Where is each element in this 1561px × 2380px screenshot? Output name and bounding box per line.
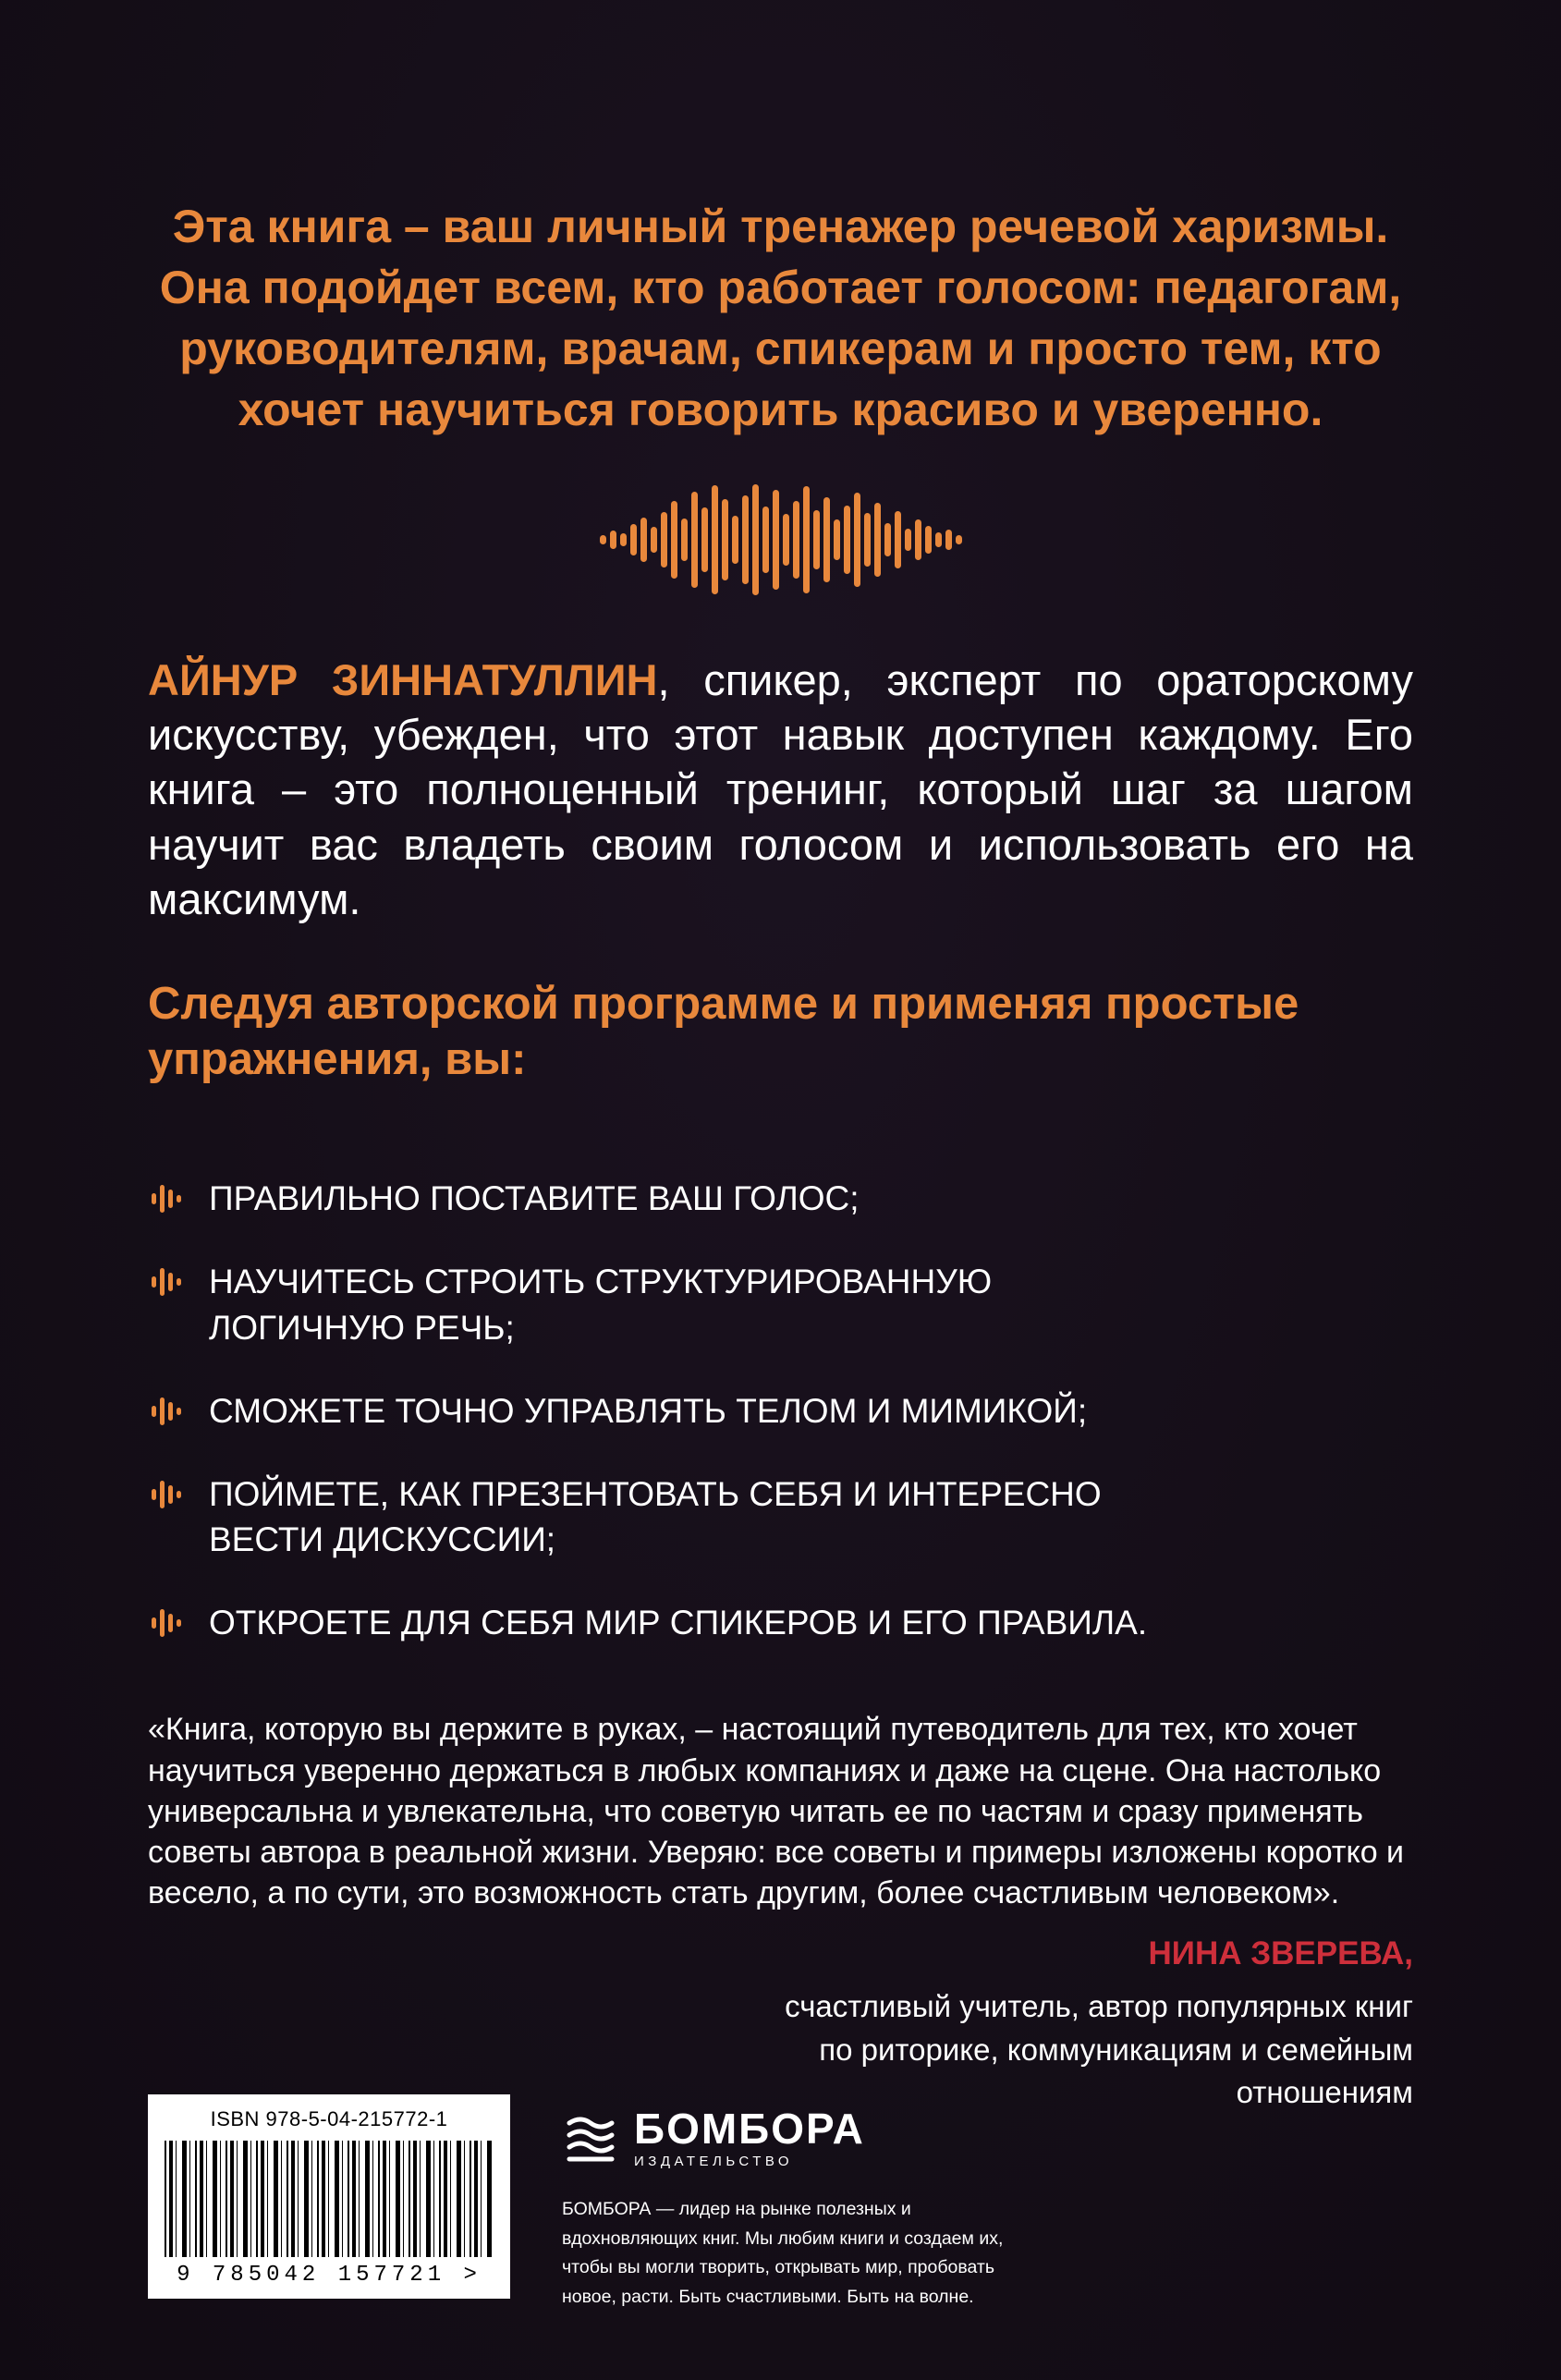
list-item-text: СМОЖЕТЕ ТОЧНО УПРАВЛЯТЬ ТЕЛОМ И МИМИКОЙ;	[209, 1391, 1088, 1430]
bombora-logo-icon	[562, 2110, 619, 2167]
publisher-name: БОМБОРА	[634, 2105, 865, 2153]
publisher-logo-row	[562, 2107, 1413, 2169]
review-author-name: НИНА ЗВЕРЕВА,	[1148, 1935, 1413, 1972]
waveform-bullet-icon	[152, 1259, 181, 1305]
waveform-bullet-icon	[152, 1600, 181, 1646]
barcode	[165, 2141, 494, 2257]
list-item-text: ПРАВИЛЬНО ПОСТАВИТЕ ВАШ ГОЛОС;	[209, 1178, 860, 1217]
review-quote: «Книга, которую вы держите в руках, – настоящий путеводитель для тех, кто хочет научиться уверенно держаться в любых компаниях и даже на сцене. Она настолько универсальна и увлекательна, что советую читать ее по частям и сразу применять советы автора в реальной жизни. Уверяю: все советы и примеры изложены коротко и весело, а по сути, это возможность стать другим, более счастливым человеком».	[148, 1712, 1405, 1911]
publisher-blurb: БОМБОРА — лидер на рынке полезных и вдохновляющих книг. Мы любим книги и создаем их, чтобы вы могли творить, открывать мир, пробовать новое, расти. Быть счастливыми. Быть на волне.	[562, 2199, 1004, 2307]
publisher-block	[562, 2094, 1413, 2312]
audio-waveform-icon	[600, 482, 962, 597]
waveform-bullet-icon	[152, 1388, 181, 1434]
intro-text: Эта книга – ваш личный тренажер речевой харизмы. Она подойдет всем, кто работает голосом: педагогам, руководителям, врачам, спикерам и просто тем, кто хочет научиться говорить красиво и уверенно.	[159, 201, 1402, 435]
footer	[148, 2094, 1413, 2312]
list-item-text: ПОЙМЕТЕ, КАК ПРЕЗЕНТОВАТЬ СЕБЯ И ИНТЕРЕСНО ВЕСТИ ДИСКУССИИ;	[209, 1474, 1102, 1559]
author-name: АЙНУР ЗИННАТУЛЛИН	[148, 655, 658, 704]
list-item-text: ОТКРОЕТЕ ДЛЯ СЕБЯ МИР СПИКЕРОВ И ЕГО ПРАВИЛА.	[209, 1604, 1148, 1642]
list-item	[148, 1388, 1413, 1434]
isbn-barcode-block	[148, 2094, 510, 2299]
about-author-paragraph	[148, 653, 1413, 926]
about-text: , спикер, эксперт по ораторскому искусству, убежден, что этот навык доступен каждому. Его книга – это полноценный тренинг, который шаг за шагом научит вас владеть своим голосом и использовать его на максимум.	[148, 655, 1413, 923]
list-item-text: НАУЧИТЕСЬ СТРОИТЬ СТРУКТУРИРОВАННУЮ ЛОГИЧНУЮ РЕЧЬ;	[209, 1262, 993, 1347]
program-list	[148, 1176, 1413, 1647]
publisher-name-block	[634, 2107, 865, 2169]
publisher-subtitle: ИЗДАТЕЛЬСТВО	[634, 2154, 794, 2169]
barcode-digits: 9 785042 157721 >	[177, 2263, 482, 2288]
list-item	[148, 1471, 1413, 1564]
list-item	[148, 1600, 1413, 1646]
list-item	[148, 1259, 1413, 1351]
waveform-bullet-icon	[152, 1471, 181, 1518]
waveform-bullet-icon	[152, 1176, 181, 1222]
list-item	[148, 1176, 1413, 1222]
isbn-number: ISBN 978-5-04-215772-1	[210, 2107, 448, 2130]
review-author-description: счастливый учитель, автор популярных книг по риторике, коммуникациям и семейным отношениям	[785, 1989, 1413, 2109]
program-heading: Следуя авторской программе и применяя простые упражнения, вы:	[148, 979, 1299, 1084]
